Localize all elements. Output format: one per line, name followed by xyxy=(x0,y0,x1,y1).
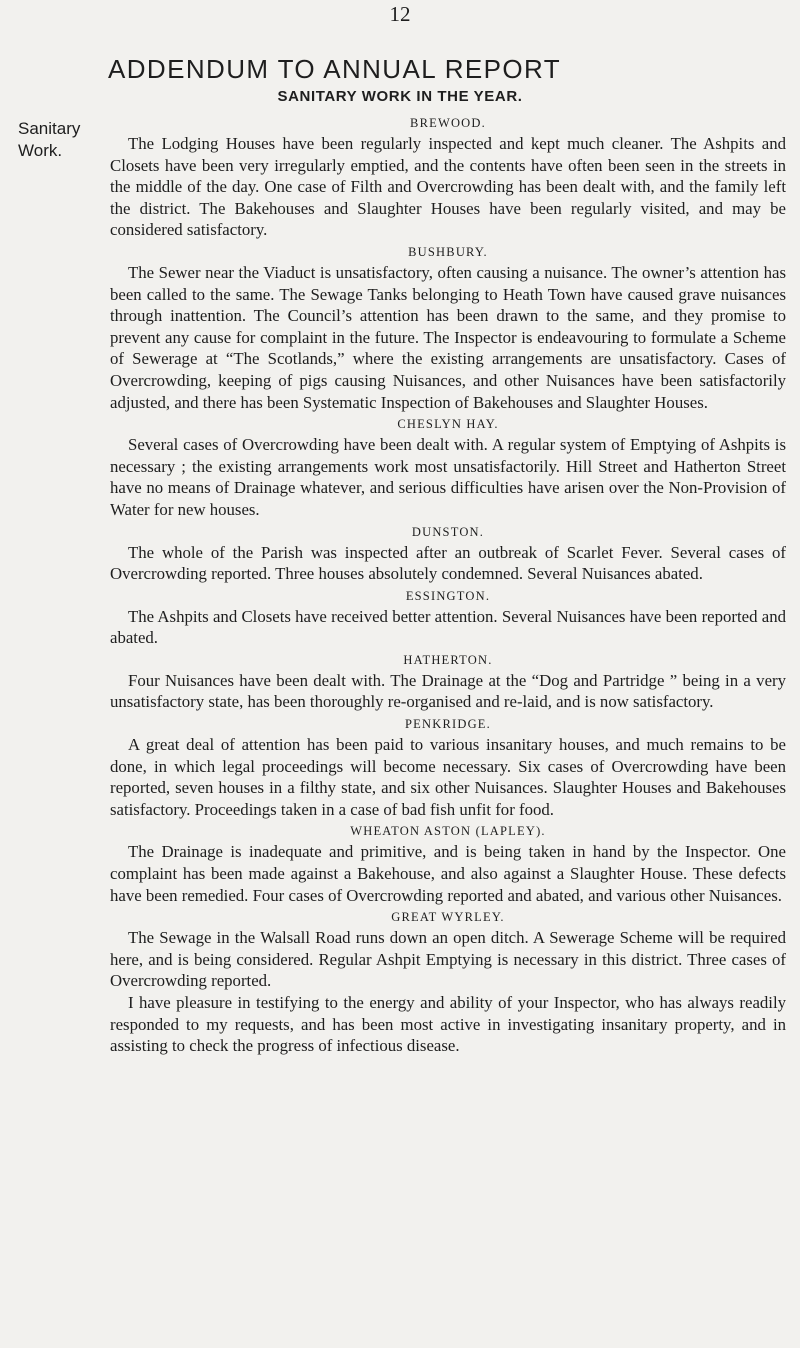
report-title: ADDENDUM TO ANNUAL REPORT xyxy=(108,54,562,84)
section-essington xyxy=(110,586,786,649)
section-heading: CHESLYN HAY. xyxy=(397,417,499,432)
section-heading: PENKRIDGE. xyxy=(405,717,491,732)
section-bushbury xyxy=(110,242,786,413)
section-heading: HATHERTON. xyxy=(403,652,493,667)
section-heading: WHEATON ASTON (LAPLEY). xyxy=(350,824,546,839)
section-heading: BUSHBURY. xyxy=(408,244,488,259)
section-dunston xyxy=(110,522,786,585)
section-text: Several cases of Overcrowding have been dealt with. A regular system of Emptying of Ashpits is necessary ; the existing arrangements work most unsatisfactorily. Hill Street and Hatherton Street have no means of Drainage whatever, and serious difficulties have arisen over the Non-Provision of Water for new houses. xyxy=(110,435,786,519)
section-brewood xyxy=(110,113,786,241)
report-body xyxy=(110,112,786,1057)
report-subtitle: SANITARY WORK IN THE YEAR. xyxy=(277,88,523,105)
page-number: 12 xyxy=(389,2,411,26)
section-text: The Sewage in the Walsall Road runs down an open ditch. A Sewerage Scheme will be required here, and is being considered. Regular Ashpit Emptying is necessary in this district. Three cases of Overcrowding reported. xyxy=(110,928,786,991)
section-text: The Ashpits and Closets have received better attention. Several Nuisances have been reported and abated. xyxy=(110,606,786,648)
section-text: The Lodging Houses have been regularly inspected and kept much cleaner. The Ashpits and Closets have been very irregularly emptied, and the contents have often been seen in the streets in the middle of the day. One case of Filth and Overcrowding has been dealt with, and the family left the district. The Bakehouses and Slaughter Houses have been regularly visited, and may be considered satisfactory. xyxy=(110,134,786,240)
closing-paragraph: I have pleasure in testifying to the energy and ability of your Inspector, who has always readily responded to my requests, and has been most active in investigating insanitary property, and in assisting to check the progress of infectious disease. xyxy=(110,993,786,1056)
section-heading: ESSINGTON. xyxy=(405,588,491,603)
section-penkridge xyxy=(110,714,786,820)
section-heading: GREAT WYRLEY. xyxy=(391,910,505,925)
section-text: The Sewer near the Viaduct is unsatisfactory, often causing a nuisance. The owner’s attention has been called to the same. The Sewage Tanks belonging to Heath Town have caused grave nuisances through inattention. The Council’s attention has been drawn to the same, and they promise to prevent any cause for complaint in the future. The Inspector is endeavouring to formulate a Scheme of Sewerage at “The Scotlands,” where the existing arrangements are unsatisfactory. Cases of Overcrowding, keeping of pigs causing Nuisances, and other Nuisances have been satisfactorily adjusted, and there has been Systematic Inspection of Bakehouses and Slaughter Houses. xyxy=(110,262,786,412)
section-heading: BREWOOD. xyxy=(410,116,486,130)
section-great-wyrley xyxy=(110,907,786,992)
margin-note-line-2: Work. xyxy=(18,141,63,160)
section-hatherton xyxy=(110,650,786,713)
section-heading: DUNSTON. xyxy=(411,524,485,539)
section-text: Four Nuisances have been dealt with. The Drainage at the “Dog and Partridge ” being in a very unsatisfactory state, has been thoroughly re-organised and re-laid, and is now satisfactory. xyxy=(110,670,786,712)
section-wheaton-aston xyxy=(110,821,786,906)
section-text: The Drainage is inadequate and primitive, and is being taken in hand by the Inspector. One complaint has been made against a Bakehouse, and also against a Slaughter House. These defects have been remedied. Four cases of Overcrowding reported and abated, and various other Nuisances. xyxy=(110,842,786,905)
section-text: The whole of the Parish was inspected after an outbreak of Scarlet Fever. Several cases of Overcrowding reported. Three houses absolutely condemned. Several Nuisances abated. xyxy=(110,542,786,584)
section-text: A great deal of attention has been paid to various insanitary houses, and much remains to be done, in which legal proceedings will become necessary. Six cases of Overcrowding have been reported, seven houses in a filthy state, and six other Nuisances. Slaughter Houses and Bakehouses satisfactory. Proceedings taken in a case of bad fish unfit for food. xyxy=(110,735,786,819)
margin-note xyxy=(18,118,98,162)
section-cheslyn-hay xyxy=(110,414,786,520)
margin-note-line-1: Sanitary xyxy=(18,119,81,138)
